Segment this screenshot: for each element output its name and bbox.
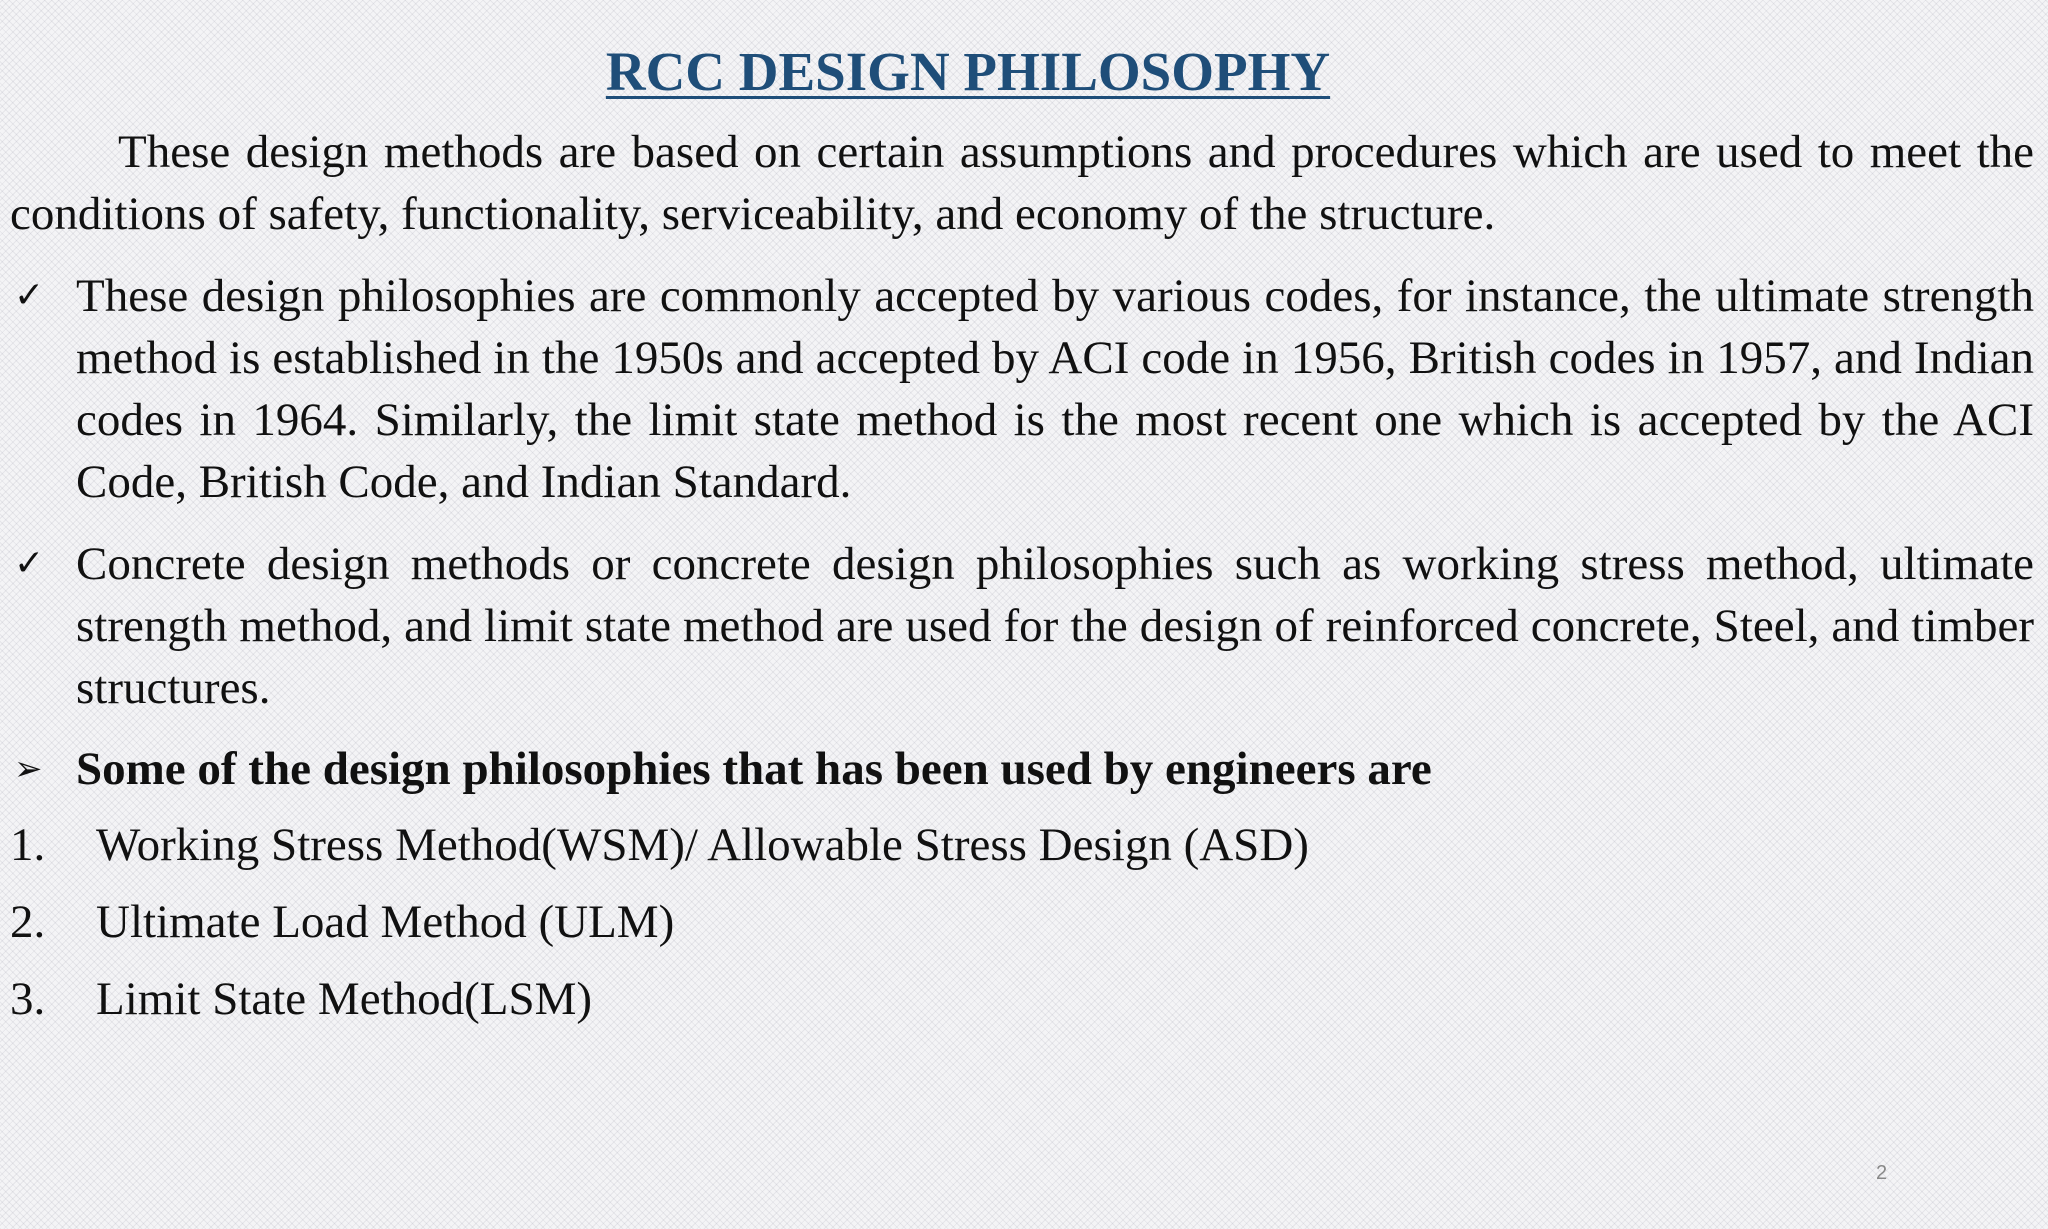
- bullet-text-bold: Some of the design philosophies that has been used by engineers are: [76, 743, 1432, 795]
- bullet-item: [10, 265, 2034, 513]
- method-label: Limit State Method(LSM): [96, 973, 593, 1025]
- method-number: 3.: [10, 973, 46, 1025]
- method-label: Working Stress Method(WSM)/ Allowable Stress Design (ASD): [96, 819, 1309, 871]
- method-list-item: [10, 968, 1910, 1030]
- method-list-item: [10, 891, 1910, 953]
- method-list-item: [10, 814, 1910, 876]
- bullet-item: [10, 738, 2034, 800]
- slide-title: RCC DESIGN PHILOSOPHY: [605, 41, 1331, 102]
- bullet-text: Concrete design methods or concrete design philosophies such as working stress method, ultimate strength method, and limit state method are used for the design of reinforced concrete, Steel, and timber structures.: [76, 538, 2034, 714]
- method-number: 2.: [10, 896, 46, 948]
- page-number: 2: [1876, 1162, 1888, 1184]
- method-number: 1.: [10, 819, 46, 871]
- bullet-item: [10, 533, 2034, 719]
- checkmark-icon: ✓: [14, 543, 45, 584]
- arrow-bullet-icon: ➢: [14, 749, 43, 789]
- bullet-text: These design philosophies are commonly accepted by various codes, for instance, the ultimate strength method is established in the 1950s and accepted by ACI code in 1956, British codes in 1957, and Indian codes in 1964. Similarly, the limit state method is the most recent one which is accepted by the ACI Code, British Code, and Indian Standard.: [76, 270, 2034, 508]
- method-label: Ultimate Load Method (ULM): [96, 896, 675, 948]
- checkmark-icon: ✓: [14, 275, 45, 316]
- intro-paragraph: These design methods are based on certain assumptions and procedures which are used to meet the conditions of safety, functionality, serviceability, and economy of the structure.: [10, 126, 2034, 240]
